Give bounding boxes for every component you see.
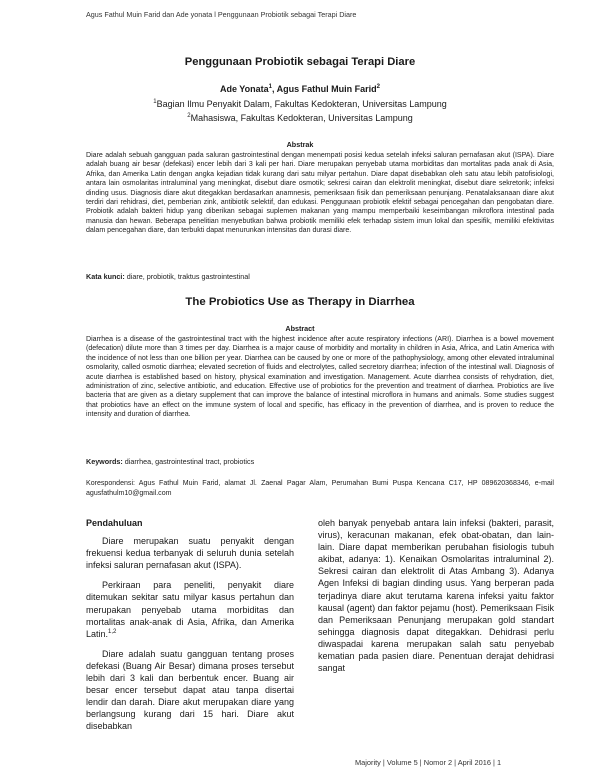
author-superscript: 2 [376, 84, 381, 90]
affiliation-2 [0, 113, 600, 123]
abstrak-heading: Abstrak [286, 140, 314, 149]
keywords-label: Keywords: [86, 457, 123, 466]
body-paragraph: Diare merupakan suatu penyakit dengan frekuensi kedua terbanyak di seluruh dunia setelah infeksi saluran pernafasan akut (ISPA). [86, 536, 294, 571]
author-line [0, 84, 600, 94]
author-superscript: 1 [268, 84, 272, 90]
abstract-text: Diarrhea is a disease of the gastrointestinal tract with the highest incidence after acute respiratory infections (ARI). Diarrhea is a bowel movement (defecation) dilute more than 3 times per day. Diarrhea is a major cause of morbidity and mortality in children in Asia, Africa, and Latin America with the incidence of not less than one billion per year. Diarrhea can be caused by one or more of the pathophysiology, among other elevated intraluminal osmolarity, called osmotic diarrhea; elevated secretion of fluids and electrolytes, called secretory diarrhea; infection of the intestinal wall. Diagnosis of acute diarrhea is established based on history, physical examination and investigation. Management. Acute diarrhea consists of rehydration, diet, administration of zinc, selective antibiotic, and education. Effective use of probiotics for the prevention and treatment of diarrhea. Probiotics are live bacteria that are given as a dietary supplement that can improve the balance of intestinal microflora in humans and animals. Some studies suggest that probiotics have an effect on the immune system of local and specific, has efficacy in the prevention of diarrhea, and is proven to reduce the intensity and duration of diarrhea. [86, 336, 554, 419]
affiliation-text: Bagian Ilmu Penyakit Dalam, Fakultas Kedokteran, Universitas Lampung [156, 99, 447, 109]
section-heading: Pendahuluan [86, 518, 143, 528]
kata-kunci [86, 272, 554, 281]
body-column-right [318, 517, 554, 674]
affiliation-superscript: 1 [153, 99, 157, 105]
keywords-text: diarrhea, gastrointestinal tract, probiotics [122, 457, 255, 466]
article-title-indonesian: Penggunaan Probiotik sebagai Terapi Diare [184, 56, 416, 68]
author-separator: , [272, 84, 277, 94]
keywords [86, 457, 554, 466]
article-title-english: The Probiotics Use as Therapy in Diarrhea [185, 296, 415, 308]
citation-superscript: 1,2 [108, 628, 117, 635]
affiliation-1 [0, 99, 600, 109]
body-paragraph: oleh banyak penyebab antara lain infeksi (bakteri, parasit, virus), keracunan makanan, efek obat-obatan, dan lain-lain. Diare dapat memberikan perubahan fisiologis tubuh akibat, adanya: 1). Kenaikan Osmolaritas intraluminal 2). Sekresi cairan dan elektrolit di Atas Ambang 3). Adanya Agen Infeksi di bagian dinding usus. Yang berperan pada terjadinya diare akut terutama karena infeksi yaitu faktor kausal (agent) dan faktor pejamu (host). Pemeriksaan Fisik dan Pemeriksaan Penunjang merupakan gold standart sehingga diagnosis dapat ditegakkan. Dehidrasi perlu diwaspadai karena merupakan salah satu penyebab kematian pada pasien diare. Penentuan derajat dehidrasi sangat [318, 518, 554, 674]
correspondence: Korespondensi: Agus Fathul Muin Farid, alamat Jl. Zaenal Pagar Alam, Perumahan Bumi Puspa Kencana C17, HP 089620368346, e-mail agusfathulm10@gmail.com [86, 480, 554, 497]
author-name: Agus Fathul Muin Farid [276, 84, 377, 94]
running-head: Agus Fathul Muin Farid dan Ade yonata l Penggunaan Probiotik sebagai Terapi Diare [86, 10, 357, 19]
affiliation-text: Mahasiswa, Fakultas Kedokteran, Universitas Lampung [190, 113, 413, 123]
body-paragraph: Diare adalah suatu gangguan tentang proses defekasi (Buang Air Besar) dimana proses tersebut lebih dari 3 kali dan berbentuk encer. Buang air besar encer tersebut dapat atau tanpa disertai lendir dan darah. Diare akut merupakan diare yang berlangsung kurang dari 15 hari. Diare akut disebabkan [86, 648, 294, 732]
kata-kunci-label: Kata kunci: [86, 272, 125, 281]
body-column-left [86, 517, 294, 741]
body-paragraph [86, 579, 294, 639]
abstrak-text: Diare adalah sebuah gangguan pada saluran gastrointestinal dengan menempati posisi kedua setelah infeksi saluran pernafasan akut (ISPA). Diare adalah buang air besar (defekasi) encer lebih dari 3 kali per hari. Diare merupakan penyebab utama morbiditas dan mortalitas pada anak di Asia, Afrika, dan Amerika Latin dengan angka kejadian tidak kurang dari satu milyar pertahun. Diare dapat disebabkan oleh satu atau lebih patofisiologi, antara lain osmolaritas intraluminal yang meningkat, disebut diare osmotik; sekresi cairan dan elektrolit meningkat, disebut diare sekretorik; infeksi dinding usus. Diagnosis diare akut ditegakkan berdasarkan anamnesis, pemeriksaan fisik dan pemeriksaan penunjang. Penatalaksanaan diare akut terdiri dari rehidrasi, diet, pemberian zink, antibiotik selektif, dan edukasi. Penggunaan probiotik efektif sebagai pencegahan dan pengobatan diare. Probiotik adalah bakteri hidup yang diberikan sebagai suplemen makanan yang mampu memperbaiki keseimbangan mikroflora intestinal pada manusia dan hewan. Beberapa penelitian menyebutkan bahwa probiotik memiliki efek terhadap sistem imun lokal dan spesifik, memiliki efektivitas dalam pencegahan diare, dan terbukti dapat menurunkan intensitas dan durasi diare. [86, 152, 554, 235]
page-footer: Majority | Volume 5 | Nomor 2 | April 2016 | 1 [355, 758, 502, 767]
body-paragraph-text: Perkiraan para peneliti, penyakit diare ditemukan sekitar satu milyar kasus pertahun dan merupakan penyebab utama morbiditas dan mortalitas anak-anak di Asia, Afrika, dan Amerika Latin. [86, 580, 294, 639]
abstract-heading: Abstract [285, 324, 315, 333]
affiliation-superscript: 2 [187, 113, 191, 119]
author-name: Ade Yonata [219, 84, 269, 94]
kata-kunci-text: diare, probiotik, traktus gastrointestinal [124, 272, 250, 281]
